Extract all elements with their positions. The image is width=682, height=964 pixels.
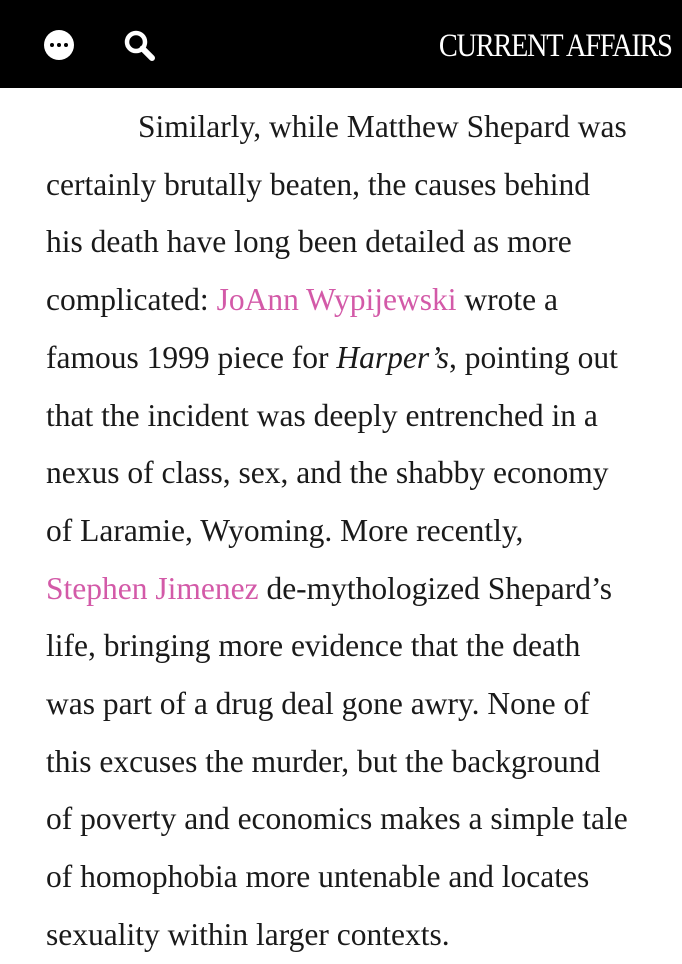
- text-line: certainly brutally beaten, the causes behind: [46, 166, 591, 202]
- text-line: life, bringing more evidence that the death: [46, 628, 581, 664]
- text-line: this excuses the murder, but the background: [46, 743, 601, 779]
- text-line: , pointing out: [449, 339, 618, 375]
- text-line: of homophobia more untenable and locates: [46, 859, 590, 895]
- text-line: was part of a drug deal gone awry. None of: [46, 686, 590, 722]
- text-line: nexus of class, sex, and the shabby economy: [46, 455, 609, 491]
- text-line: that the incident was deeply entrenched in a: [46, 397, 598, 433]
- link-joann-wypijewski[interactable]: JoAnn Wypijewski: [216, 282, 457, 318]
- text-line: of Laramie, Wyoming. More recently,: [46, 512, 524, 548]
- publication-title: Harper’s: [336, 339, 450, 375]
- text-line: of poverty and economics makes a simple tale: [46, 801, 628, 837]
- top-bar: [0, 0, 682, 88]
- text-line: his death have long been detailed as more: [46, 224, 572, 260]
- more-dot: [57, 43, 61, 47]
- text-line: complicated:: [46, 282, 217, 318]
- search-icon[interactable]: [122, 28, 158, 64]
- article-paragraph: [46, 98, 676, 964]
- article-body: [46, 98, 676, 964]
- text-line: Similarly, while Matthew Shepard was: [138, 109, 627, 144]
- text-line: de-mythologized Shepard’s: [258, 570, 612, 606]
- more-dot: [50, 43, 54, 47]
- text-line: sexuality within larger contexts.: [46, 916, 450, 952]
- ellipsis-circle-icon[interactable]: [44, 30, 74, 60]
- text-line: famous 1999 piece for: [46, 339, 337, 375]
- site-brand[interactable]: CURRENT AFFAIRS: [439, 28, 672, 64]
- text-line: wrote a: [456, 282, 558, 318]
- link-stephen-jimenez[interactable]: Stephen Jimenez: [46, 570, 259, 606]
- more-dot: [64, 43, 68, 47]
